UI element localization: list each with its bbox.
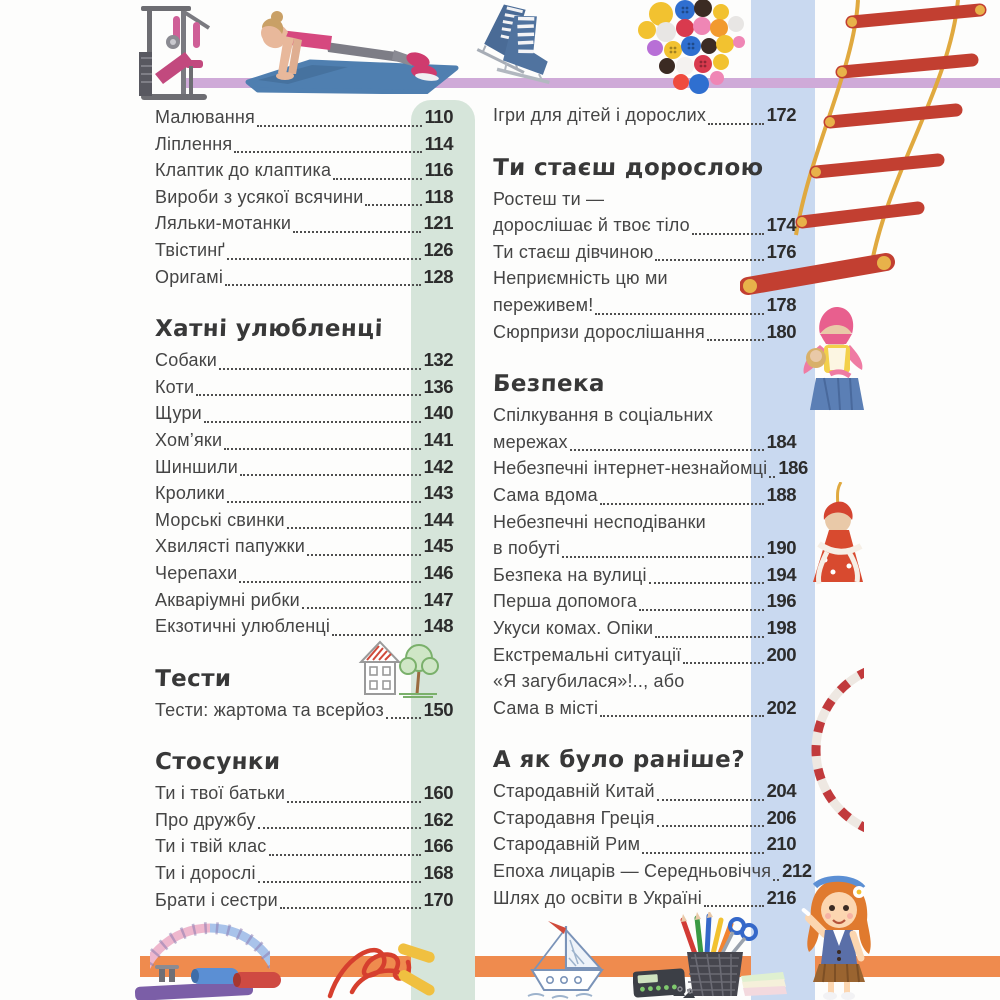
toc-entry-label: Ти і твої батьки: [155, 783, 286, 804]
toc-entry[interactable]: [493, 831, 796, 858]
toc-entry-label: Екстремальні ситуації: [493, 644, 682, 665]
buttons-cluster-photo: [633, 0, 751, 98]
toc-entry[interactable]: [493, 102, 796, 129]
plank-girl-photo: [228, 2, 460, 94]
toc-entry-label: Оригамі: [155, 266, 224, 287]
toc-entry[interactable]: [493, 615, 796, 642]
toc-entry[interactable]: [155, 131, 453, 158]
dotted-leader: [239, 581, 420, 583]
toc-entry[interactable]: [155, 860, 453, 887]
toc-entry-page: 206: [766, 806, 796, 828]
toc-entry[interactable]: [155, 210, 453, 237]
toc-entry-label: Стародавня Греція: [493, 807, 655, 828]
ice-skates-photo: [460, 0, 568, 90]
section-header: Хатні улюбленці: [154, 316, 384, 343]
toc-entry-page: 150: [423, 698, 453, 720]
sailboat-doodle: [520, 918, 612, 1000]
toc-entry[interactable]: [155, 264, 453, 291]
toc-entry-label: Про дружбу: [155, 809, 256, 830]
dotted-leader: [204, 421, 421, 423]
toc-column-left: [155, 104, 453, 913]
toc-entry-page: 118: [424, 185, 453, 207]
toc-entry[interactable]: [493, 429, 796, 456]
toc-entry[interactable]: [493, 509, 796, 536]
section-header: Ти стаєш дорослою: [492, 154, 764, 181]
toc-entry-page: 121: [423, 212, 453, 234]
toc-entry-page: 144: [423, 508, 453, 530]
dotted-leader: [219, 368, 421, 370]
dotted-leader: [365, 204, 421, 206]
dotted-leader: [240, 474, 421, 476]
toc-entry-page: 194: [766, 563, 796, 585]
dotted-leader: [257, 125, 422, 127]
toc-entry-page: 126: [423, 238, 453, 260]
toc-column-right: [492, 102, 812, 911]
toc-entry-label: Небезпечні несподіванки: [493, 511, 706, 532]
toc-entry-label: Шиншили: [155, 456, 238, 477]
dotted-leader: [642, 852, 763, 854]
toc-entry-page: 145: [423, 535, 453, 557]
toc-entry-page: 132: [423, 349, 453, 371]
toc-entry[interactable]: [155, 780, 453, 807]
toc-entry[interactable]: [155, 400, 453, 427]
toc-entry[interactable]: [493, 186, 796, 213]
toc-entry-page: 110: [424, 106, 453, 127]
dotted-leader: [707, 339, 764, 341]
dotted-leader: [333, 178, 421, 180]
toc-entry[interactable]: [493, 455, 808, 482]
schoolgirl-illustration: [795, 872, 883, 1000]
dotted-leader: [332, 634, 421, 636]
toc-entry-label: Акваріумні рибки: [155, 589, 300, 610]
toc-entry-label: Стародавній Китай: [493, 781, 655, 802]
toc-entry-label: Черепахи: [155, 562, 238, 583]
toc-entry[interactable]: [155, 560, 453, 587]
dotted-leader: [657, 825, 764, 827]
dotted-leader: [773, 879, 779, 881]
dotted-leader: [386, 717, 421, 719]
toc-entry[interactable]: [155, 887, 453, 914]
toc-entry-label: мережах: [493, 431, 568, 452]
toc-entry[interactable]: [493, 695, 796, 722]
toc-entry-label: Кролики: [155, 483, 225, 504]
toc-entry-page: 180: [766, 320, 796, 342]
toc-entry[interactable]: [493, 805, 796, 832]
toc-entry-label: Вироби з усякої всячини: [155, 186, 364, 207]
dotted-leader: [683, 662, 763, 664]
toc-entry-label: Клаптик до клаптика: [155, 160, 332, 181]
toc-entry-label: Екзотичні улюбленці: [155, 616, 331, 637]
dotted-leader: [287, 527, 421, 529]
toc-entry[interactable]: [155, 454, 453, 481]
toc-entry[interactable]: [493, 885, 796, 912]
toc-entry-label: Собаки: [155, 350, 218, 371]
dotted-leader: [655, 259, 763, 261]
toc-entry-label: Безпека на вулиці: [493, 564, 647, 585]
gym-machine-photo: [127, 2, 217, 106]
toc-entry-label: Ти і твій клас: [155, 836, 267, 857]
candy-stripe-hoop-photo: [800, 658, 864, 842]
toc-entry[interactable]: [493, 239, 796, 266]
toc-entry[interactable]: [155, 157, 453, 184]
toc-entry[interactable]: [155, 533, 453, 560]
toc-entry[interactable]: [493, 482, 796, 509]
toc-entry-label: Брати і сестри: [155, 889, 278, 910]
dotted-leader: [307, 554, 421, 556]
section-header: Тести: [154, 665, 232, 692]
toc-entry[interactable]: [493, 535, 796, 562]
dotted-leader: [280, 907, 421, 909]
toc-entry-page: 198: [766, 616, 796, 638]
toc-entry[interactable]: [155, 587, 453, 614]
toc-entry-page: 204: [766, 780, 796, 802]
toc-entry-page: 147: [423, 588, 453, 610]
dotted-leader: [769, 476, 775, 478]
dotted-leader: [562, 556, 764, 558]
dotted-leader: [649, 582, 764, 584]
stationery-photo: [633, 912, 788, 1000]
toc-entry-page: 200: [766, 643, 796, 665]
toc-entry-page: 142: [423, 455, 453, 477]
toc-entry-page: 186: [778, 457, 808, 479]
dotted-leader: [227, 501, 421, 503]
toc-entry[interactable]: [493, 212, 796, 239]
toc-entry[interactable]: [155, 833, 453, 860]
toc-entry[interactable]: [493, 858, 812, 885]
toc-entry[interactable]: [493, 402, 796, 429]
toc-entry-label: Епоха лицарів — Середньовіччя: [493, 861, 772, 882]
toc-entry-label: Сама вдома: [493, 484, 598, 505]
toc-entry-page: 172: [766, 104, 796, 125]
dotted-leader: [600, 503, 764, 505]
dotted-leader: [708, 123, 764, 125]
toc-entry[interactable]: [155, 427, 453, 454]
toc-entry-label: Малювання: [155, 107, 256, 127]
skipping-rope-photo: [322, 928, 447, 1000]
dotted-leader: [570, 449, 764, 451]
foam-rollers-photo: [133, 962, 283, 1000]
section-header: А як було раніше?: [492, 747, 746, 774]
toc-entry-page: 166: [423, 835, 453, 857]
toc-entry[interactable]: [155, 507, 453, 534]
dotted-leader: [224, 448, 420, 450]
toc-entry-label: Спілкування в соціальних: [493, 405, 714, 426]
toc-entry-page: 188: [766, 483, 796, 505]
toc-entry[interactable]: [155, 104, 453, 131]
toc-entry[interactable]: [493, 562, 796, 589]
section-header: Безпека: [492, 371, 606, 398]
toc-entry-page: 212: [782, 860, 812, 882]
toc-entry-page: 136: [423, 375, 453, 397]
toc-entry-page: 168: [423, 862, 453, 884]
dotted-leader: [269, 854, 421, 856]
toc-entry-label: Небезпечні інтернет-незнайомці: [493, 458, 768, 479]
toc-entry-label: в побуті: [493, 538, 561, 559]
toc-entry-page: 114: [424, 132, 453, 154]
dotted-leader: [655, 636, 763, 638]
dotted-leader: [595, 313, 763, 315]
motanka-doll-red-photo: [805, 482, 875, 597]
toc-entry[interactable]: [155, 347, 453, 374]
toc-entry-label: переживем!: [493, 294, 594, 315]
dotted-leader: [234, 151, 421, 153]
toc-entry-label: Хом’яки: [155, 429, 223, 450]
toc-entry-label: Ігри для дітей і дорослих: [493, 105, 707, 125]
toc-entry-label: Сюрпризи дорослішання: [493, 321, 705, 342]
toc-entry-label: Сама в місті: [493, 697, 599, 718]
toc-entry-page: 140: [423, 402, 453, 424]
toc-entry-page: 128: [423, 265, 453, 287]
toc-entry-label: Шлях до освіти в Україні: [493, 887, 702, 908]
toc-entry-label: Ліплення: [155, 133, 233, 154]
toc-entry-label: Твістинґ: [155, 239, 226, 260]
toc-entry[interactable]: [493, 292, 796, 319]
toc-entry-label: Ляльки-мотанки: [155, 213, 292, 234]
dotted-leader: [657, 799, 764, 801]
dotted-leader: [302, 607, 421, 609]
toc-entry-label: «Я загубилася»!.., або: [493, 671, 685, 692]
toc-entry[interactable]: [155, 613, 453, 640]
toc-entry-page: 141: [423, 428, 453, 450]
toc-entry-label: Морські свинки: [155, 509, 285, 530]
toc-entry-page: 202: [766, 696, 796, 718]
dotted-leader: [639, 609, 764, 611]
toc-entry-label: Перша допомога: [493, 591, 638, 612]
toc-entry[interactable]: [155, 237, 453, 264]
toc-entry[interactable]: [493, 778, 796, 805]
toc-entry[interactable]: [493, 265, 796, 292]
toc-entry-label: Стародавній Рим: [493, 834, 641, 855]
toc-entry-label: Укуси комах. Опіки: [493, 617, 654, 638]
toc-entry-page: 216: [766, 886, 796, 908]
dotted-leader: [600, 715, 763, 717]
toc-entry[interactable]: [493, 642, 796, 669]
toc-entry-page: 148: [423, 615, 453, 637]
toc-entry[interactable]: [493, 668, 796, 695]
toc-entry-page: 176: [766, 240, 796, 262]
toc-entry-page: 184: [766, 430, 796, 452]
dotted-leader: [258, 881, 421, 883]
toc-entry[interactable]: [155, 184, 453, 211]
dotted-leader: [196, 394, 420, 396]
toc-entry-label: Ростеш ти —: [493, 188, 605, 209]
dotted-leader: [704, 905, 764, 907]
toc-entry-page: 178: [766, 293, 796, 315]
dotted-leader: [692, 233, 764, 235]
toc-entry-page: 170: [423, 888, 453, 910]
toc-entry-label: Ти стаєш дівчиною: [493, 241, 654, 262]
toc-entry-page: 146: [423, 561, 453, 583]
toc-entry[interactable]: [155, 374, 453, 401]
toc-entry-label: Щури: [155, 403, 202, 424]
toc-entry-label: Тести: жартома та всерйоз: [155, 699, 384, 720]
dotted-leader: [258, 827, 421, 829]
toc-entry[interactable]: [493, 588, 796, 615]
toc-entry-page: 143: [423, 482, 453, 504]
section-header: Стосунки: [154, 749, 281, 776]
toc-entry-page: 116: [424, 159, 453, 181]
toc-entry-label: дорослішає й твоє тіло: [493, 215, 690, 236]
dotted-leader: [293, 231, 421, 233]
toc-entry-page: 190: [766, 537, 796, 559]
toc-entry[interactable]: [155, 807, 453, 834]
toc-entry-label: Хвилясті папужки: [155, 536, 305, 557]
dotted-leader: [225, 284, 421, 286]
toc-entry-label: Неприємність цю ми: [493, 268, 668, 289]
toc-entry-label: Коти: [155, 376, 195, 397]
toc-entry[interactable]: [493, 319, 796, 346]
toc-entry-page: 210: [766, 833, 796, 855]
toc-entry-page: 162: [423, 808, 453, 830]
dotted-leader: [287, 801, 420, 803]
toc-entry-page: 174: [766, 214, 796, 236]
toc-entry-page: 196: [766, 590, 796, 612]
toc-entry[interactable]: [155, 697, 453, 724]
toc-entry-page: 160: [423, 782, 453, 804]
toc-entry[interactable]: [155, 480, 453, 507]
dotted-leader: [227, 258, 421, 260]
toc-entry-label: Ти і дорослі: [155, 863, 256, 884]
motanka-doll-pink-photo: [800, 290, 875, 415]
